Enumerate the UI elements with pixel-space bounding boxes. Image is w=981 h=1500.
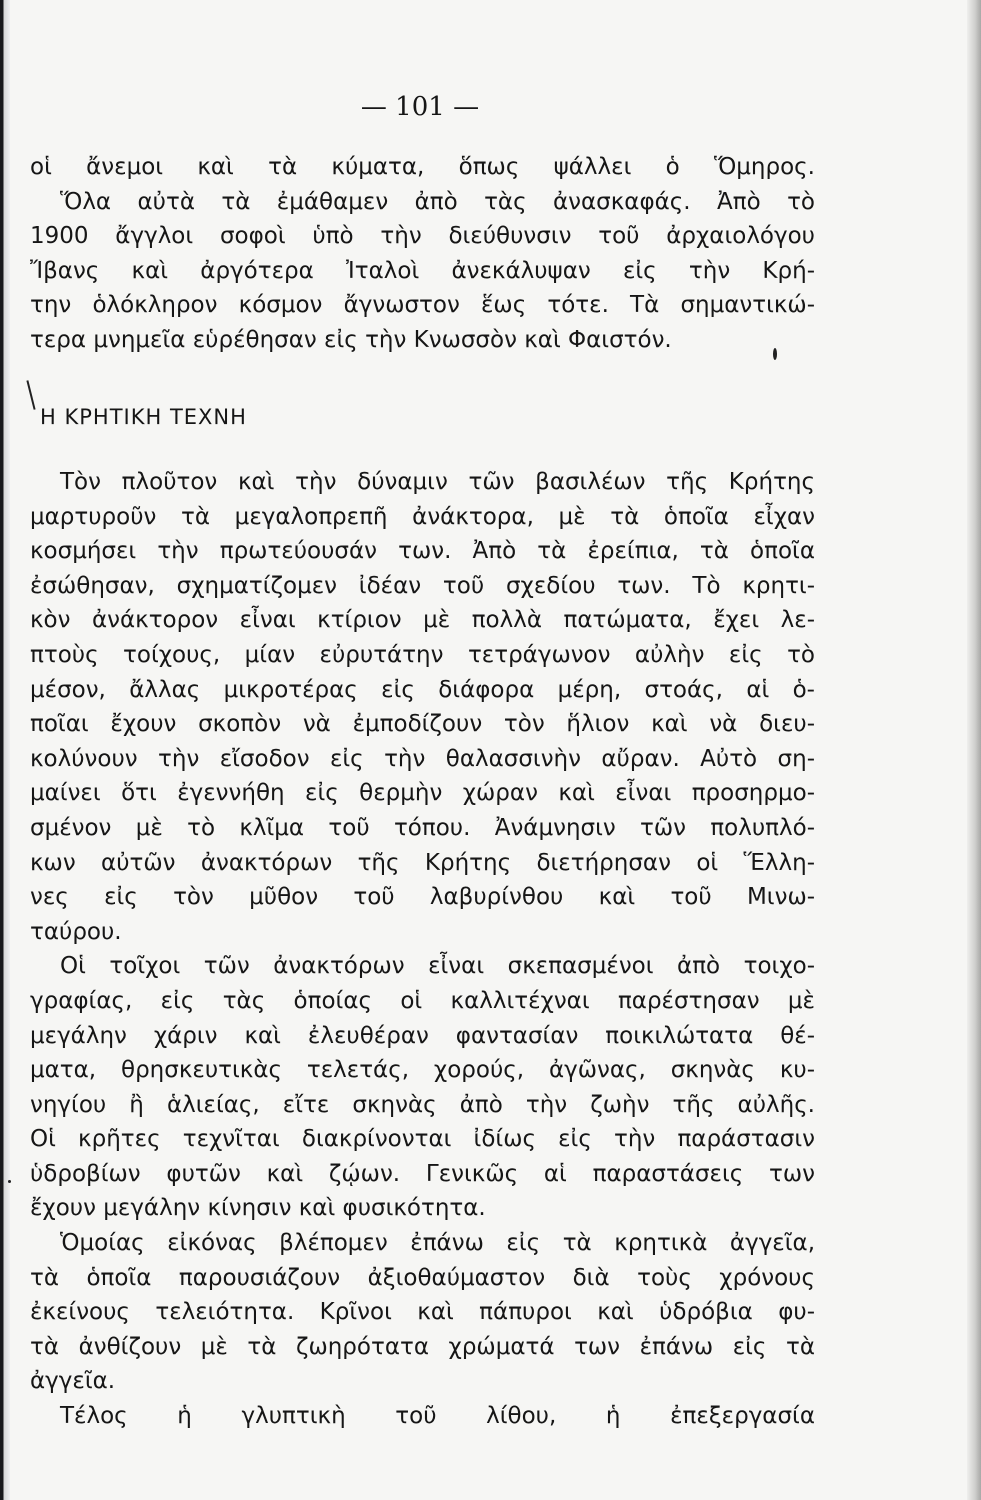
text-line: μαίνει ὅτι ἐγεννήθη εἰς θερμὴν χώραν καὶ εἶναι προσηρμο-: [30, 780, 815, 807]
pencil-mark: [26, 380, 35, 410]
page-number: — 101 —: [360, 92, 480, 122]
text-line: ὑδροβίων φυτῶν καὶ ζῴων. Γενικῶς αἱ παραστάσεις των: [30, 1160, 815, 1187]
text-line: Τέλος ἡ γλυπτικὴ τοῦ λίθου, ἡ ἐπεξεργασία: [60, 1403, 815, 1430]
text-line: σμένον μὲ τὸ κλῖμα τοῦ τόπου. Ἀνάμνησιν τῶν πολυπλό-: [30, 814, 815, 841]
text-line: Τὸν πλοῦτον καὶ τὴν δύναμιν τῶν βασιλέων τῆς Κρήτης: [60, 469, 815, 495]
text-line: μεγάλην χάριν καὶ ἐλευθέραν φαντασίαν ποικιλώτατα θέ-: [30, 1022, 815, 1049]
text-line: κὸν ἀνάκτορον εἶναι κτίριον μὲ πολλὰ πατώματα, ἔχει λε-: [30, 607, 815, 634]
text-line: ἐκείνους τελειότητα. Κρῖνοι καὶ πάπυροι καὶ ὑδρόβια φυ-: [30, 1299, 815, 1326]
intro-paragraph: [30, 150, 815, 358]
text-line: μαρτυροῦν τὰ μεγαλοπρεπῆ ἀνάκτορα, μὲ τὰ ὁποῖα εἶχαν: [30, 503, 815, 530]
text-line: κολύνουν τὴν εἴσοδον εἰς τὴν θαλασσινὴν αὔραν. Αὐτὸ ση-: [30, 745, 815, 772]
text-line: Ἴβανς καὶ ἀργότερα Ἰταλοὶ ἀνεκάλυψαν εἰς τὴν Κρή-: [30, 257, 815, 284]
text-line: Οἱ τοῖχοι τῶν ἀνακτόρων εἶναι σκεπασμένοι ἀπὸ τοιχο-: [60, 953, 815, 980]
text-line: ἀγγεῖα.: [30, 1368, 116, 1395]
section-heading: Η ΚΡΗΤΙΚΗ ΤΕΧΝΗ: [40, 405, 247, 429]
text-line: γραφίας, εἰς τὰς ὁποίας οἱ καλλιτέχναι παρέστησαν μὲ: [30, 987, 815, 1014]
text-line: νες εἰς τὸν μῦθον τοῦ λαβυρίνθου καὶ τοῦ Μινω-: [30, 884, 815, 911]
text-line: ἔχουν μεγάλην κίνησιν καὶ φυσικότητα.: [30, 1195, 486, 1222]
page-shadow-edge: [967, 0, 981, 1500]
ink-speck: [773, 348, 777, 360]
text-line: τὰ ἀνθίζουν μὲ τὰ ζωηρότατα χρώματά των ἐπάνω εἰς τὰ: [30, 1333, 815, 1360]
text-line: ταύρου.: [30, 918, 122, 945]
text-line: οἱ ἄνεμοι καὶ τὰ κύματα, ὅπως ψάλλει ὁ Ὅμηρος.: [30, 154, 815, 180]
text-line: πτοὺς τοίχους, μίαν εὐρυτάτην τετράγωνον αὐλὴν εἰς τὸ: [30, 641, 815, 668]
text-line: την ὁλόκληρον κόσμον ἄγνωστον ἕως τότε. Τὰ σημαντικώ-: [30, 292, 815, 319]
body-text: [30, 465, 815, 1434]
text-line: μέσον, ἄλλας μικροτέρας εἰς διάφορα μέρη, στοάς, αἱ ὁ-: [30, 676, 815, 703]
text-line: τερα μνημεῖα εὑρέθησαν εἰς τὴν Κνωσσὸν καὶ Φαιστόν.: [30, 326, 672, 353]
text-line: ἐσώθησαν, σχηματίζομεν ἰδέαν τοῦ σχεδίου των. Τὸ κρητι-: [30, 572, 815, 599]
text-line: τὰ ὁποῖα παρουσιάζουν ἀξιοθαύμαστον διὰ τοὺς χρόνους: [30, 1264, 815, 1291]
text-line: ματα, θρησκευτικὰς τελετάς, χορούς, ἀγῶνας, σκηνὰς κυ-: [30, 1057, 815, 1084]
text-line: Ὅλα αὐτὰ τὰ ἐμάθαμεν ἀπὸ τὰς ἀνασκαφάς. Ἀπὸ τὸ: [60, 188, 815, 215]
text-line: κοσμήσει τὴν πρωτεύουσάν των. Ἀπὸ τὰ ἐρείπια, τὰ ὁποῖα: [30, 538, 815, 565]
text-line: κων αὐτῶν ἀνακτόρων τῆς Κρήτης διετήρησαν οἱ Ἕλλη-: [30, 849, 815, 876]
page-binding-edge: [0, 0, 10, 1500]
text-line: Οἱ κρῆτες τεχνῖται διακρίνονται ἰδίως εἰς τὴν παράστασιν: [30, 1126, 815, 1153]
text-line: 1900 ἄγγλοι σοφοὶ ὑπὸ τὴν διεύθυνσιν τοῦ ἀρχαιολόγου: [30, 223, 815, 250]
text-line: Ὁμοίας εἰκόνας βλέπομεν ἐπάνω εἰς τὰ κρητικὰ ἀγγεῖα,: [60, 1230, 815, 1257]
text-line: ποῖαι ἔχουν σκοπὸν νὰ ἐμποδίζουν τὸν ἥλιον καὶ νὰ διευ-: [30, 711, 815, 738]
ink-speck: [8, 1180, 11, 1183]
text-line: νηγίου ἢ ἁλιείας, εἴτε σκηνὰς ἀπὸ τὴν ζωὴν τῆς αὐλῆς.: [30, 1091, 815, 1118]
